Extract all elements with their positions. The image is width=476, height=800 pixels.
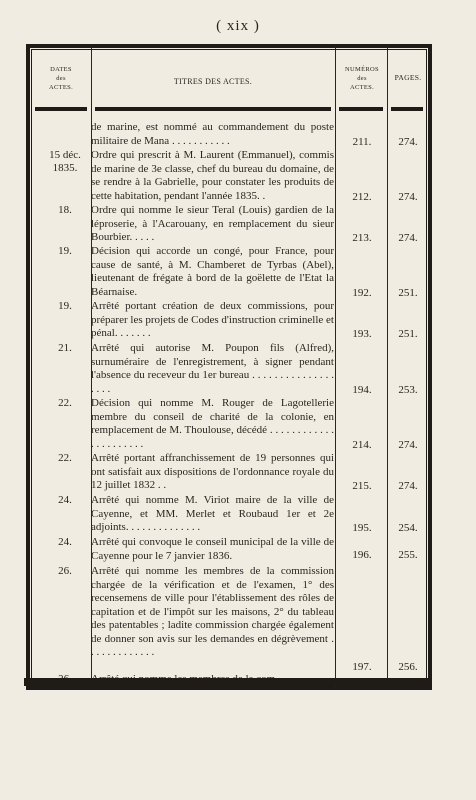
row-date: 24. (58, 536, 72, 548)
row-page: 274. (398, 136, 418, 148)
row-number: 195. (352, 522, 372, 534)
row-number: 193. (352, 328, 372, 340)
column-divider-numbers (387, 47, 388, 687)
row-title: Arrêté qui nomme les membres de la commission chargée de la vérification et de l'examen, 1° des recensemens de ville pour l'établissement des rôles de capitation et de l'impôt sur les maisons, 2° du tableau des patentables ; ladite commission chargée également de donner son avis sur les demandes en dégrèvement . . . . . . . . . . . . . (91, 565, 334, 658)
row-date: 19. (58, 300, 72, 312)
row-number: 211. (352, 136, 372, 148)
row-number: 212. (352, 191, 372, 203)
row-title: Décision qui nomme M. Rouger de Lagotellerie membre du conseil de charité de la colonie, en remplacement de M. Thoulouse, décédé . . . . . . . . . . . . . . . . . . . . . . (91, 397, 334, 450)
row-date: 22. (58, 397, 72, 409)
row-page: 251. (398, 287, 418, 299)
row-title: de marine, est nommé au commandement du poste militaire de Mana . . . . . . . . . . . (91, 121, 334, 147)
row-date: 21. (58, 342, 72, 354)
column-divider-titles (335, 47, 336, 687)
row-page: 251. (398, 328, 418, 340)
table-frame (26, 44, 432, 690)
row-title: Décision qui accorde un congé, pour France, pour cause de santé, à M. Chamberet de Tyrbas (Abel), lieutenant de frégate à bord de la goëlette de l'Etat la Béarnaise. (91, 245, 334, 298)
row-title: Arrêté portant création de deux commissions, pour préparer les projets de Codes d'instruction criminelle et pénal. . . . . . . (91, 300, 334, 339)
row-date: 19. (58, 245, 72, 257)
frame-bottom-rule (24, 678, 432, 686)
row-number: 213. (352, 232, 372, 244)
row-number: 192. (352, 287, 372, 299)
row-page: 274. (398, 439, 418, 451)
header-rule-numbers (339, 107, 383, 111)
row-number: 197. (352, 661, 372, 673)
row-date: 24. (58, 494, 72, 506)
header-titles: TITRES DES ACTES. (173, 77, 253, 86)
row-date: 15 déc. 1835. (49, 149, 81, 174)
row-title: Arrêté qui autorise M. Poupon fils (Alfred), surnuméraire de l'enregistrement, à signer pendant l'absence du receveur du 1er bureau . . . . . . . . . . . . . . . . . . . (91, 342, 334, 395)
page-number: ( xix ) (216, 18, 260, 34)
row-date: 18. (58, 204, 72, 216)
row-title: Ordre qui nomme le sieur Teral (Louis) gardien de la léproserie, à l'Acarouany, en remplacement du sieur Bourbier. . . . . (91, 204, 334, 243)
row-page: 274. (398, 191, 418, 203)
row-number: 196. (352, 549, 372, 561)
row-date: 26. (58, 565, 72, 577)
row-page: 274. (398, 480, 418, 492)
row-title: Ordre qui prescrit à M. Laurent (Emmanuel), commis de marine de 3e classe, chef du bureau du domaine, de se rendre à la Gabrielle, pour constater les produits de cette habitation, pendant l'année 1835. . (91, 149, 334, 202)
row-title: Arrêté qui convoque le conseil municipal de la ville de Cayenne pour le 7 janvier 1836. (91, 536, 334, 562)
row-page: 253. (398, 384, 418, 396)
row-page: 274. (398, 232, 418, 244)
row-number: 194. (352, 384, 372, 396)
header-pages: PAGES. (394, 73, 422, 82)
row-title: Arrêté qui nomme M. Viriot maire de la ville de Cayenne, et MM. Merlet et Roubaud 1er et 2e adjoints. . . . . . . . . . . . . . (91, 494, 334, 533)
header-numbers: NUMÉROS des ACTES. (345, 66, 379, 91)
row-page: 256. (398, 661, 418, 673)
header-dates: DATES des ACTES. (48, 66, 73, 91)
table-header (29, 47, 429, 107)
header-rule-pages (391, 107, 423, 111)
row-title: Arrêté portant affranchissement de 19 personnes qui ont satisfait aux dispositions de l'ordonnance royale du 12 juillet 1832 . . (91, 452, 334, 491)
row-number: 215. (352, 480, 372, 492)
row-page: 255. (398, 549, 418, 561)
header-rule-titles (95, 107, 331, 111)
row-page: 254. (398, 522, 418, 534)
row-date: 22. (58, 452, 72, 464)
header-rule-dates (35, 107, 87, 111)
row-number: 214. (352, 439, 372, 451)
